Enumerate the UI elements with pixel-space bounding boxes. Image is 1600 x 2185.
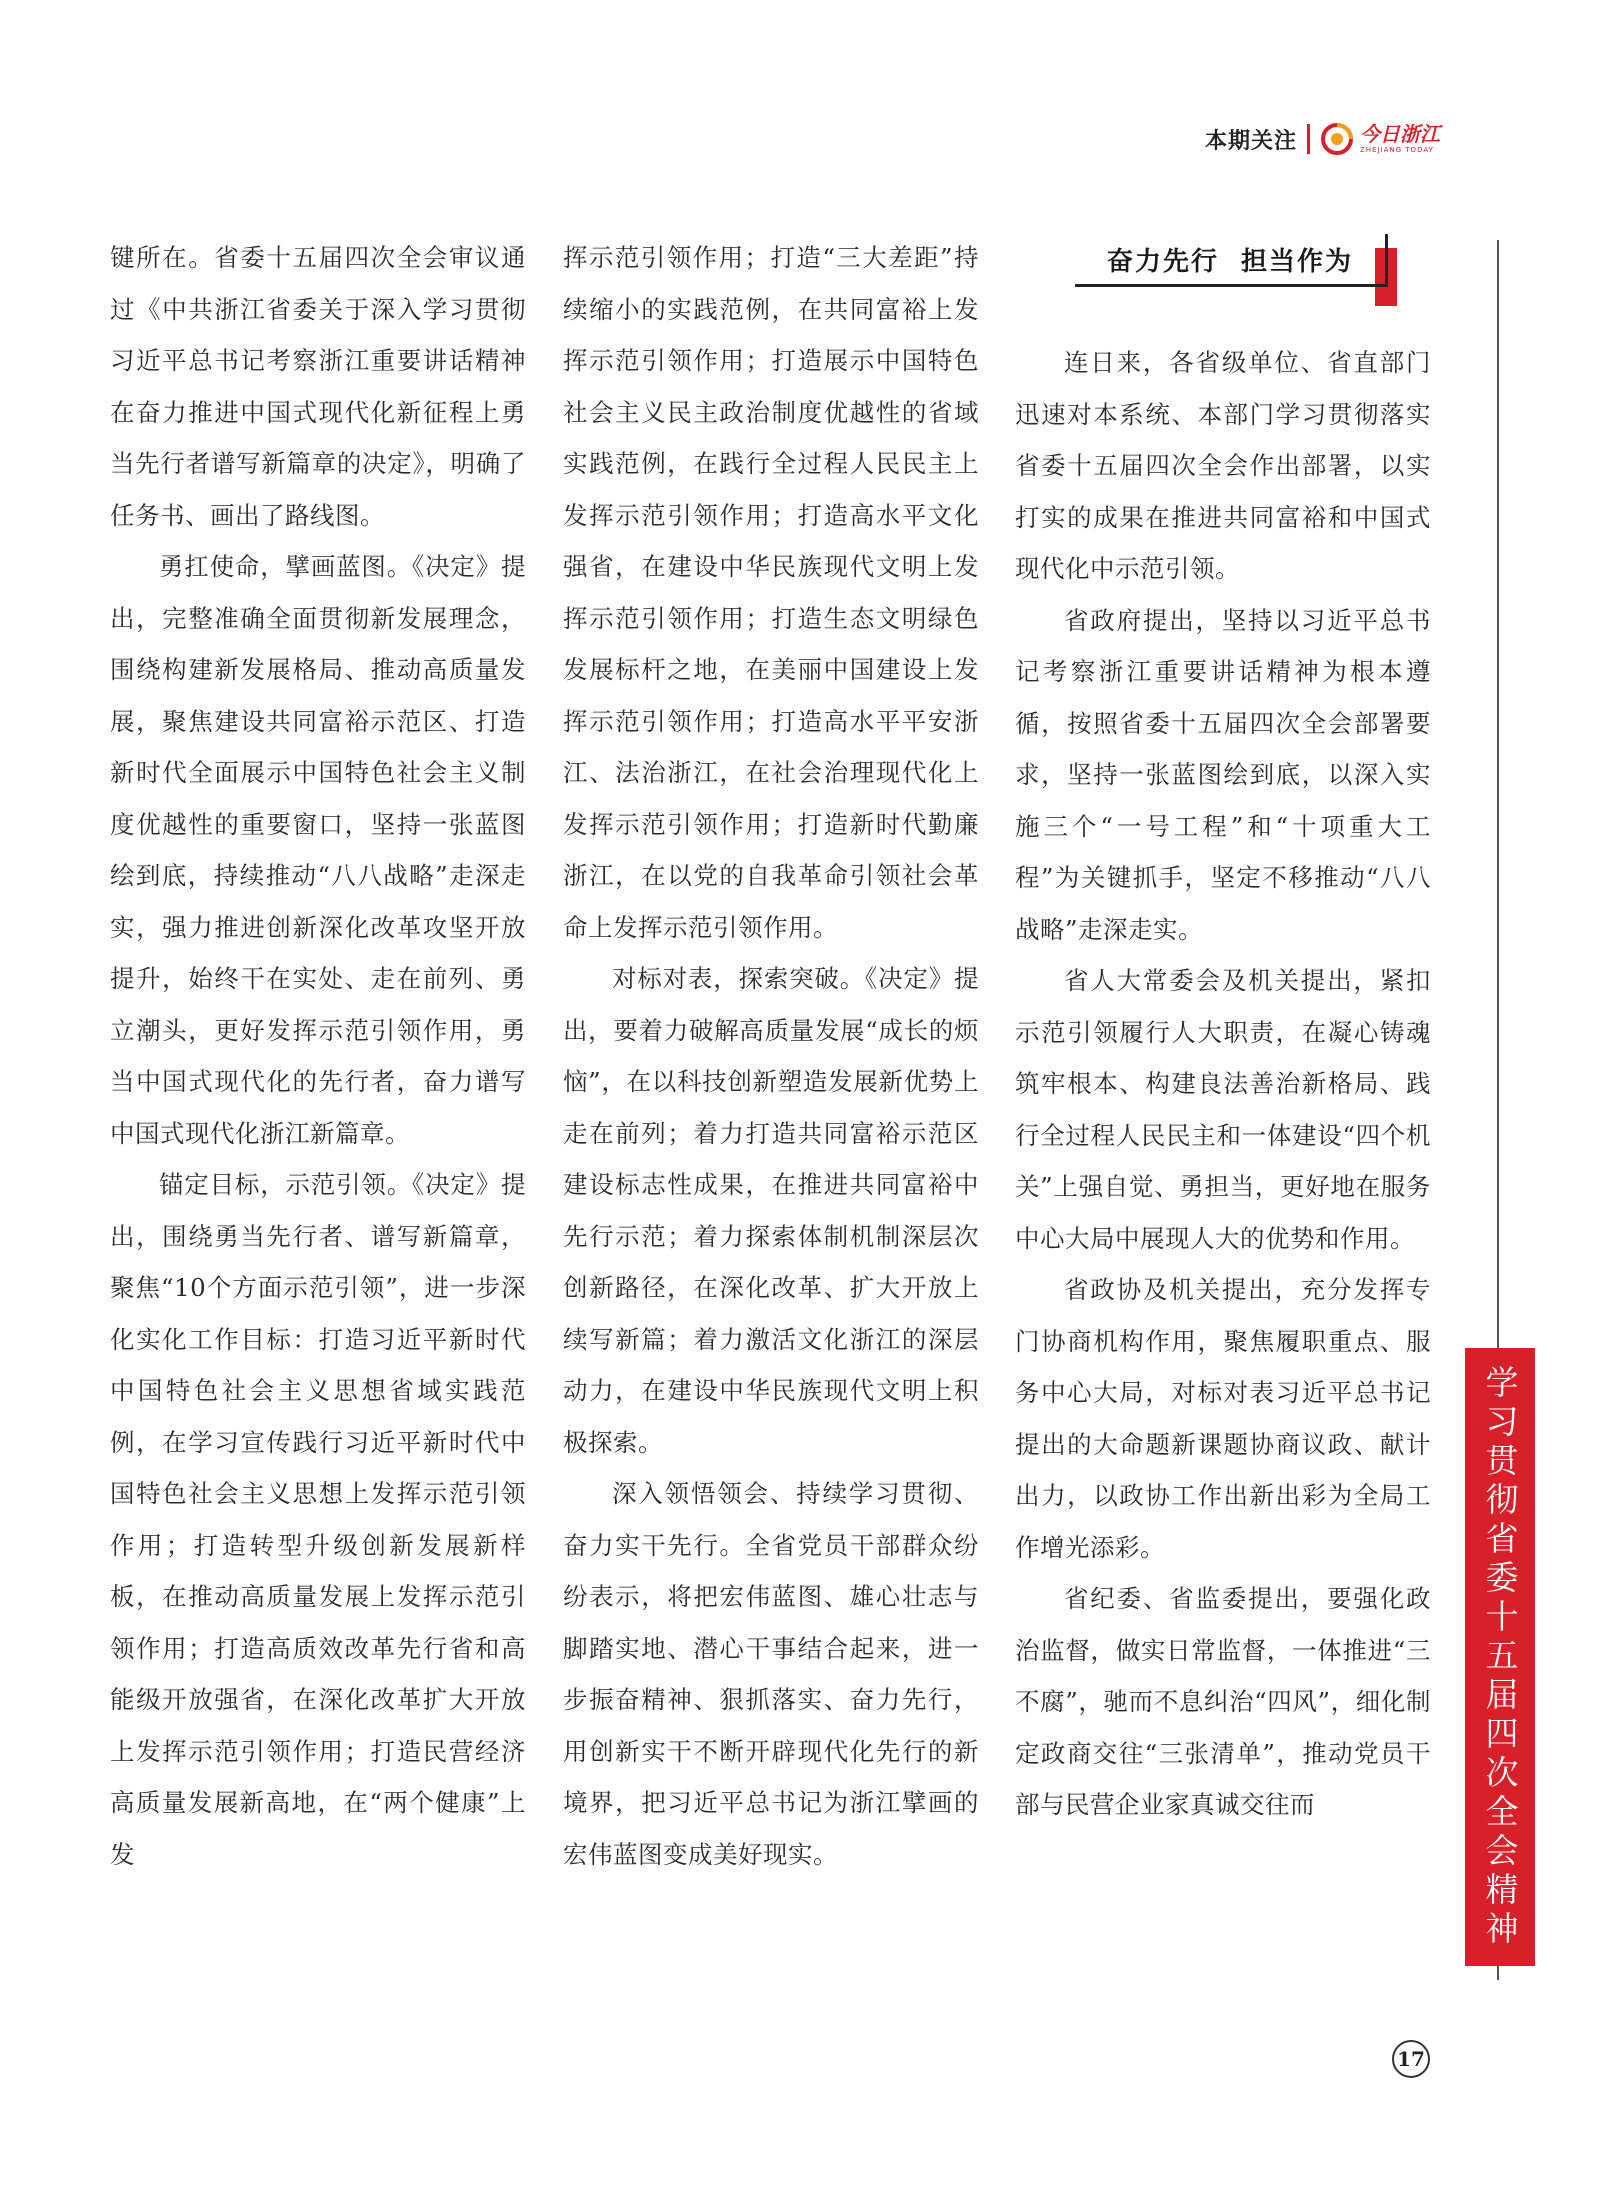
- logo-swirl-icon: [1320, 122, 1354, 156]
- paragraph: 挥示范引领作用；打造“三大差距”持续缩小的实践范例，在共同富裕上发挥示范引领作用；打造展示中国特色社会主义民主政治制度优越性的省域实践范例，在践行全过程人民民主上发挥示范引领作用；打造高水平文化强省，在建设中华民族现代文明上发挥示范引领作用；打造生态文明绿色发展标杆之地，在美丽中国建设上发挥示范引领作用；打造高水平平安浙江、法治浙江，在社会治理现代化上发挥示范引领作用；打造新时代勤廉浙江，在以党的自我革命引领社会革命上发挥示范引领作用。: [563, 243, 979, 942]
- article-column-2: [563, 232, 979, 1880]
- subheading-box: [1075, 234, 1388, 287]
- paragraph: 连日来，各省级单位、省直部门迅速对本系统、本部门学习贯彻落实省委十五届四次全会作出部署，以实打实的成果在推进共同富裕和中国式现代化中示范引领。: [1015, 348, 1431, 583]
- side-banner-text: 学习贯彻省委十五届四次全会精神: [1480, 1364, 1520, 1950]
- subheading-block: [1015, 232, 1431, 337]
- magazine-logo: [1320, 122, 1440, 156]
- logo-english-text: ZHEJIANG TODAY: [1360, 146, 1434, 154]
- paragraph: 键所在。省委十五届四次全会审议通过《中共浙江省委关于深入学习贯彻习近平总书记考察浙江重要讲话精神 在奋力推进中国式现代化新征程上勇当先行者谱写新篇章的决定》，明确了任务书、画出了路线图。: [110, 243, 526, 530]
- page-header: [1205, 118, 1440, 160]
- logo-chinese-text: 今日浙江: [1360, 122, 1440, 146]
- section-title: 本期关注: [1204, 128, 1297, 154]
- header-divider: [1307, 124, 1310, 154]
- paragraph: 对标对表，探索突破。《决定》提出，要着力破解高质量发展“成长的烦恼”，在以科技创新塑造发展新优势上走在前列；着力打造共同富裕示范区建设标志性成果，在推进共同富裕中先行示范；着力探索体制机制深层次创新路径，在深化改革、扩大开放上续写新篇；着力激活文化浙江的深层动力，在建设中华民族现代文明上积极探索。: [563, 964, 979, 1457]
- paragraph: 勇扛使命，擘画蓝图。《决定》提出，完整准确全面贯彻新发展理念，围绕构建新发展格局、推动高质量发展，聚焦建设共同富裕示范区、打造新时代全面展示中国特色社会主义制度优越性的重要窗口，坚持一张蓝图绘到底，持续推动“八八战略”走深走实，强力推进创新深化改革攻坚开放提升，始终干在实处、走在前列、勇立潮头，更好发挥示范引领作用，勇当中国式现代化的先行者，奋力谱写中国式现代化浙江新篇章。: [110, 552, 526, 1148]
- article-column-1: [110, 232, 526, 1880]
- subheading: 奋力先行 担当作为: [1106, 246, 1354, 277]
- page-number: 17: [1392, 2040, 1430, 2078]
- paragraph: 省政协及机关提出，充分发挥专门协商机构作用，聚焦履职重点、服务中心大局，对标对表习近平总书记提出的大命题新课题协商议政、献计出力，以政协工作出新出彩为全局工作增光添彩。: [1015, 1275, 1431, 1562]
- paragraph: 省人大常委会及机关提出，紧扣示范引领履行人大职责，在凝心铸魂筑牢根本、构建良法善治新格局、践行全过程人民民主和一体建设“四个机关”上强自觉、勇担当，更好地在服务中心大局中展现人大的优势和作用。: [1015, 966, 1431, 1253]
- paragraph: 省纪委、省监委提出，要强化政治监督，做实日常监督，一体推进“三不腐”，驰而不息纠治“四风”，细化制定政商交往“三张清单”，推动党员干部与民营企业家真诚交往而: [1015, 1584, 1431, 1819]
- paragraph: 省政府提出，坚持以习近平总书记考察浙江重要讲话精神为根本遵循，按照省委十五届四次全会部署要求，坚持一张蓝图绘到底，以深入实施三个“一号工程”和“十项重大工程”为关键抓手，坚定不移推动“八八战略”走深走实。: [1015, 605, 1431, 944]
- article-column-3: [1015, 232, 1431, 1831]
- side-banner: [1465, 1348, 1535, 1966]
- paragraph: 深入领悟领会、持续学习贯彻、奋力实干先行。全省党员干部群众纷纷表示，将把宏伟蓝图、雄心壮志与脚踏实地、潜心干事结合起来，进一步振奋精神、狠抓落实、奋力先行，用创新实干不断开辟现代化先行的新境界，把习近平总书记为浙江擘画的宏伟蓝图变成美好现实。: [563, 1479, 979, 1869]
- paragraph: 锚定目标，示范引领。《决定》提出，围绕勇当先行者、谱写新篇章，聚焦“10个方面示范引领”，进一步深化实化工作目标：打造习近平新时代中国特色社会主义思想省域实践范例，在学习宣传践行习近平新时代中国特色社会主义思想上发挥示范引领作用；打造转型升级创新发展新样板，在推动高质量发展上发挥示范引领作用；打造高质效改革先行省和高能级开放强省，在深化改革扩大开放上发挥示范引领作用；打造民营经济高质量发展新高地，在“两个健康”上发: [110, 1170, 526, 1869]
